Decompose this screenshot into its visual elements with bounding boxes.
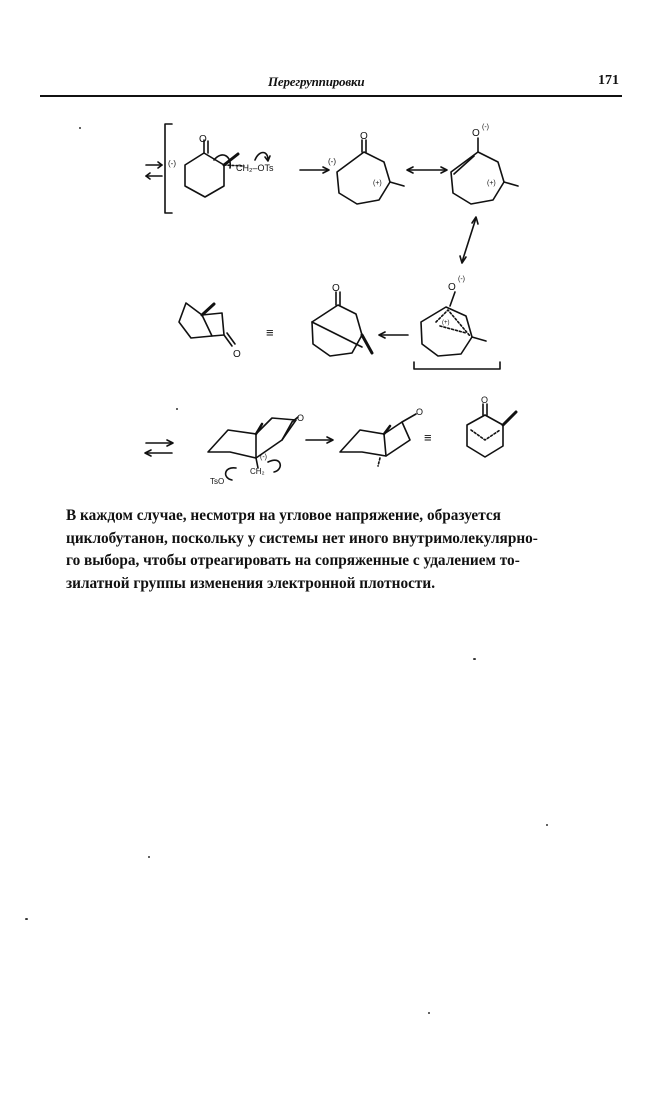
- equilibrium-arrows-row1: [146, 162, 162, 179]
- scan-speck: [473, 658, 476, 660]
- charge-minus-3: (-): [482, 124, 489, 131]
- charge-plus-1: (+): [373, 180, 382, 187]
- body-line-1: В каждом случае, несмотря на угловое напряжение, образуется: [66, 507, 501, 524]
- bracket-left: [165, 124, 172, 213]
- enolate-tosylate-structure: [168, 134, 274, 197]
- running-header-title: Перегруппировки: [268, 74, 365, 89]
- resonance-arrow-vertical: [460, 217, 478, 263]
- atom-o-3: O: [472, 128, 480, 139]
- atom-o-2: O: [360, 131, 368, 142]
- body-paragraph: [66, 505, 618, 595]
- atom-o-9: O: [481, 395, 489, 405]
- atom-o-7: O: [297, 413, 305, 423]
- scan-speck: [148, 856, 150, 858]
- equilibrium-arrows-row3: [145, 440, 173, 456]
- header-rule: [40, 95, 622, 97]
- identity-symbol-2: ≡: [424, 430, 432, 445]
- body-line-4: зилатной группы изменения электронной плотности.: [66, 574, 436, 592]
- identity-symbol-1: ≡: [266, 325, 274, 340]
- cycloheptanone-cation-structure: [328, 131, 404, 204]
- charge-plus-3: (+): [442, 320, 450, 326]
- bicyclic-ketone-structure: [179, 303, 241, 360]
- charge-minus-1: (-): [168, 159, 176, 168]
- reaction-arrow-1: [300, 167, 329, 173]
- label-ch2-otos: CH₂–OTs: [236, 163, 274, 173]
- body-line-2: циклобутанон, поскольку у системы нет иного внутримолекулярно-: [66, 529, 538, 547]
- scan-speck: [176, 408, 178, 410]
- resonance-arrow-1: [407, 167, 447, 173]
- atom-o-5: O: [332, 283, 340, 294]
- charge-minus-2: (-): [328, 157, 336, 166]
- chair-conformer-cyclobutanone: [340, 407, 423, 466]
- bicyclooctanone-structure: [312, 283, 372, 356]
- scan-speck: [546, 824, 548, 826]
- atom-o-1: O: [199, 134, 207, 145]
- label-ch2: CH₂: [250, 467, 265, 476]
- scan-speck: [79, 127, 81, 129]
- reaction-scheme: [0, 100, 663, 490]
- chair-conformer-tosylate: [208, 413, 304, 486]
- scan-speck: [25, 918, 28, 920]
- body-line-3: го выбора, чтобы отреагировать на сопряженные с удалением то-: [66, 552, 520, 569]
- enolate-cation-structure: [451, 124, 518, 204]
- charge-minus-4: (-): [458, 276, 465, 283]
- bracket-bottom: [414, 362, 500, 369]
- bridged-enolate-structure: [421, 276, 486, 356]
- page-number: 171: [598, 73, 619, 88]
- atom-o-6: O: [448, 282, 456, 293]
- atom-o-4: O: [233, 349, 241, 360]
- charge-plus-2: (+): [487, 180, 496, 187]
- atom-o-8: O: [416, 407, 424, 417]
- bicyclo-hexanone-structure: [467, 395, 516, 457]
- reaction-arrow-3: [306, 437, 333, 443]
- reaction-arrow-2: [379, 332, 408, 338]
- scan-speck: [428, 1012, 430, 1014]
- label-tso: TsO: [210, 477, 225, 486]
- charge-minus-5: (-): [260, 454, 267, 461]
